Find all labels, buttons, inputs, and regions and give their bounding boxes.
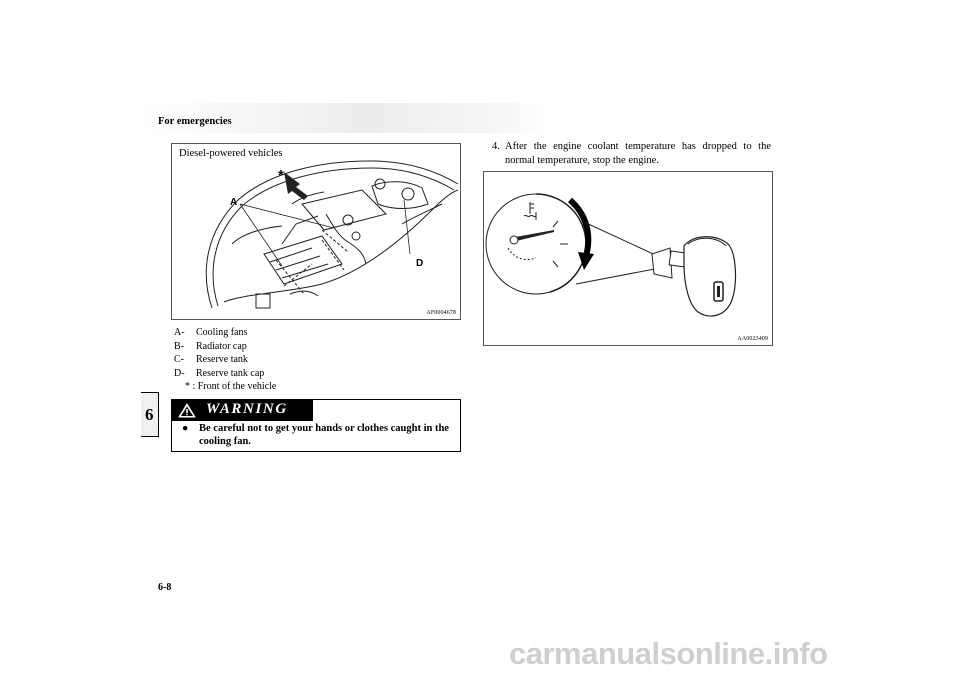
warning-label: WARNING (206, 401, 288, 417)
figure-caption: Diesel-powered vehicles (179, 148, 283, 159)
warning-text: Be careful not to get your hands or clothes caught in the cooling fan. (199, 423, 449, 447)
legend-item: D- Reserve tank cap (174, 367, 265, 379)
label-d: D (416, 258, 424, 269)
label-star: * (278, 167, 284, 184)
gauge-key-figure (483, 171, 773, 346)
section-title: For emergencies (158, 116, 232, 127)
watermark: carmanualsonline.info (509, 636, 828, 671)
temperature-gauge-and-key-illustration (484, 172, 772, 345)
temperature-gauge-icon (486, 194, 594, 294)
label-a: A (230, 197, 238, 208)
engine-compartment-illustration (172, 144, 460, 319)
page-number: 6-8 (158, 582, 172, 593)
legend-item: C- Reserve tank (174, 354, 248, 365)
legend-item: A- Cooling fans (174, 327, 248, 338)
step-number: 4. (492, 141, 500, 152)
warning-triangle-icon (178, 403, 196, 418)
bullet-icon: ● (182, 423, 189, 434)
chapter-number: 6 (145, 405, 154, 424)
legend-item: B- Radiator cap (174, 340, 247, 352)
ignition-key-icon (652, 237, 735, 316)
step-text: After the engine coolant temperature has dropped to the normal temperature, stop the engine. (505, 141, 771, 166)
step-4 (492, 140, 771, 168)
legend-note: * : Front of the vehicle (185, 381, 277, 392)
figure-legend (174, 326, 276, 394)
figure-code: AF0004678 (426, 310, 456, 316)
warning-header (172, 400, 313, 421)
engine-compartment-figure (171, 143, 461, 320)
warning-message (182, 423, 454, 448)
figure-code: AA0023409 (737, 336, 768, 342)
warning-box (171, 399, 461, 452)
